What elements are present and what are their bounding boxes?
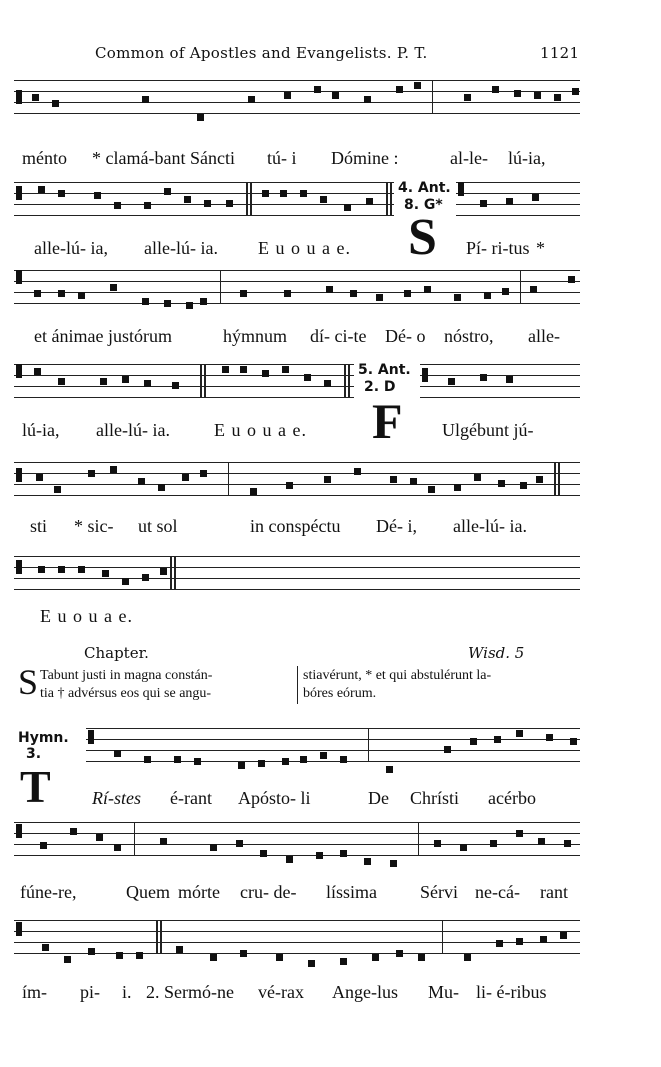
lyric: hýmnum	[223, 326, 288, 346]
lyric: pi-	[80, 982, 100, 1002]
lyric: Sérvi	[420, 882, 458, 902]
lyric: al-le-	[450, 148, 488, 168]
hymn-label: Hymn.	[18, 730, 69, 746]
lyric: tú- i	[267, 148, 297, 168]
hymn-staff-3	[14, 920, 580, 954]
lyric: * sic-	[74, 516, 114, 536]
staff-2b	[456, 182, 580, 216]
staff-4b	[420, 364, 580, 398]
hymn-mode: 3.	[26, 746, 42, 762]
lyric: E u o u a e.	[258, 238, 351, 258]
lyric: fúne-re,	[20, 882, 77, 902]
staff-6	[14, 556, 580, 590]
lyric: cru- de-	[240, 882, 297, 902]
clef-icon	[422, 368, 428, 382]
lyric: *	[536, 238, 545, 258]
staff-4	[14, 364, 354, 398]
lyric: dí- ci-te	[310, 326, 367, 346]
antiphon-mode: 8. G*	[404, 197, 443, 213]
clef-icon	[458, 182, 464, 196]
lyric: Ulgébunt jú-	[442, 420, 534, 440]
staff-2	[14, 182, 394, 216]
lyric: Chrísti	[410, 788, 460, 808]
lyric: in conspéctu	[250, 516, 341, 536]
lyric: vé-rax	[258, 982, 304, 1002]
hymn-staff-2	[14, 822, 580, 856]
drop-initial: T	[20, 761, 51, 812]
lyric: Dómine :	[331, 148, 399, 168]
drop-initial: F	[372, 393, 403, 449]
clef-icon	[16, 468, 22, 482]
lyric: Dé- o	[385, 326, 426, 346]
lyric: lú-ia,	[508, 148, 546, 168]
drop-initial: S	[18, 662, 39, 702]
chapter-reference: Wisd. 5	[468, 644, 525, 662]
clef-icon	[16, 186, 22, 200]
lyric: sti	[30, 516, 48, 536]
lyric: i.	[122, 982, 132, 1002]
chapter-text: tia † advérsus eos qui se angu-	[40, 686, 212, 701]
lyric: ménto	[22, 148, 67, 168]
chapter-text: bóres eórum.	[303, 686, 377, 701]
staff-3	[14, 270, 580, 304]
clef-icon	[16, 560, 22, 574]
clef-icon	[16, 824, 22, 838]
lyric: ím-	[22, 982, 47, 1002]
clef-icon	[16, 922, 22, 936]
clef-icon	[16, 90, 22, 104]
lyric: 2. Sermó-ne	[146, 982, 234, 1002]
lyric: Mu-	[428, 982, 459, 1002]
staff-5	[14, 462, 580, 496]
lyric: * clamá-bant Sáncti	[92, 148, 235, 168]
lyric: E u o u a e.	[40, 606, 133, 626]
page-number: 1121	[540, 44, 580, 62]
lyric: E u o u a e.	[214, 420, 307, 440]
lyric: et ánimae justórum	[34, 326, 172, 346]
column-divider	[297, 666, 298, 704]
lyric: ne-cá-	[475, 882, 520, 902]
lyric: Quem	[126, 882, 170, 902]
antiphon-mode: 2. D	[364, 379, 396, 395]
lyric: Rí-stes	[92, 788, 141, 808]
lyric: rant	[540, 882, 568, 902]
lyric: alle-lú- ia,	[34, 238, 108, 258]
chapter-label: Chapter.	[84, 644, 149, 662]
running-title: Common of Apostles and Evangelists. P. T.	[95, 44, 428, 62]
lyric: mórte	[178, 882, 220, 902]
lyric: Pí- ri-tus	[466, 238, 530, 258]
lyric: Apósto- li	[238, 788, 311, 808]
lyric: lú-ia,	[22, 420, 60, 440]
lyric: li- é-ribus	[476, 982, 547, 1002]
lyric: De	[368, 788, 389, 808]
hymn-staff-1	[86, 728, 580, 762]
clef-icon	[16, 270, 22, 284]
lyric: Dé- i,	[376, 516, 417, 536]
chapter-text: Tabunt justi in magna constán-	[40, 668, 213, 683]
clef-icon	[16, 364, 22, 378]
lyric: alle-lú- ia.	[144, 238, 218, 258]
staff-1	[14, 80, 580, 114]
chapter-text: stiavérunt, * et qui abstulérunt la-	[303, 668, 492, 683]
clef-icon	[88, 730, 94, 744]
lyric: ut sol	[138, 516, 178, 536]
lyric: alle-lú- ia.	[96, 420, 170, 440]
lyric: nóstro,	[444, 326, 494, 346]
lyric: acérbo	[488, 788, 536, 808]
antiphon-number: 5. Ant.	[358, 362, 411, 378]
lyric: é-rant	[170, 788, 212, 808]
lyric: alle-lú- ia.	[453, 516, 527, 536]
antiphon-number: 4. Ant.	[398, 180, 451, 196]
lyric: líssima	[326, 882, 378, 902]
lyric: Ange-lus	[332, 982, 398, 1002]
lyric: alle-	[528, 326, 560, 346]
drop-initial: S	[408, 209, 437, 266]
